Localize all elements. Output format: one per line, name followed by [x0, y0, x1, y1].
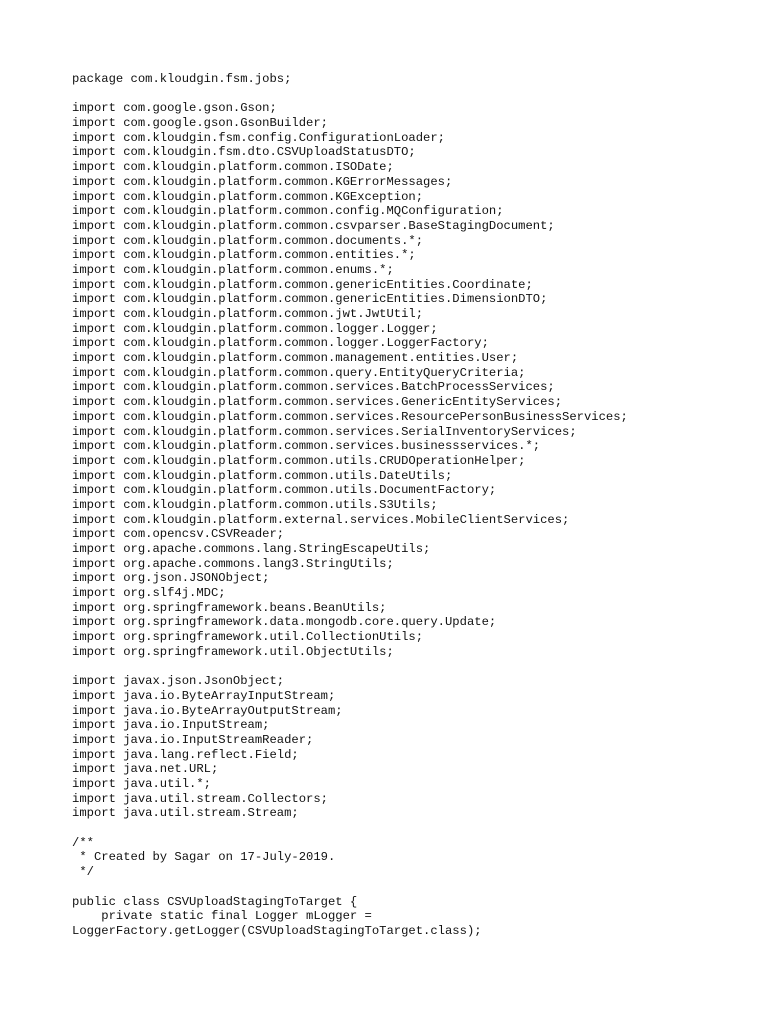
code-line: import com.kloudgin.platform.common.management.entities.User;: [72, 351, 519, 366]
code-line: import com.kloudgin.platform.common.KGException;: [72, 189, 424, 204]
code-line: import java.io.InputStreamReader;: [72, 732, 314, 747]
code-line: import com.google.gson.GsonBuilder;: [72, 116, 328, 131]
code-line: import com.google.gson.Gson;: [72, 101, 277, 116]
code-line: import com.kloudgin.platform.common.jwt.JwtUtil;: [72, 307, 424, 321]
code-line: import org.springframework.data.mongodb.core.query.Update;: [72, 615, 497, 630]
code-line: import com.kloudgin.fsm.config.ConfigurationLoader;: [72, 130, 445, 145]
code-line: import com.kloudgin.platform.common.services.SerialInventoryServices;: [72, 424, 577, 439]
code-line: import com.kloudgin.platform.common.KGErrorMessages;: [72, 174, 453, 189]
code-line: import java.io.ByteArrayInputStream;: [72, 688, 336, 703]
code-line: import java.util.stream.Collectors;: [72, 791, 328, 806]
code-line: import com.kloudgin.platform.common.enums.*;: [72, 262, 394, 277]
code-line: import com.kloudgin.platform.common.csvparser.BaseStagingDocument;: [72, 218, 555, 233]
code-line: package com.kloudgin.fsm.jobs;: [72, 72, 292, 86]
code-line: [72, 87, 752, 102]
code-line: import com.kloudgin.platform.common.services.GenericEntityServices;: [72, 395, 563, 410]
code-line: import com.kloudgin.platform.common.genericEntities.DimensionDTO;: [72, 292, 548, 307]
code-line: import com.kloudgin.platform.common.config.MQConfiguration;: [72, 204, 504, 219]
code-line: private static final Logger mLogger =: [72, 909, 372, 924]
code-line: [72, 821, 752, 836]
code-line: import com.kloudgin.platform.common.services.BatchProcessServices;: [72, 380, 555, 395]
code-line: import com.kloudgin.platform.common.utils.CRUDOperationHelper;: [72, 453, 526, 468]
code-line: import java.lang.reflect.Field;: [72, 747, 299, 762]
code-line: import org.json.JSONObject;: [72, 571, 270, 586]
code-line: LoggerFactory.getLogger(CSVUploadStagingToTarget.class);: [72, 923, 482, 938]
code-line: import org.springframework.beans.BeanUtils;: [72, 600, 387, 615]
code-line: /**: [72, 835, 94, 850]
code-line: import com.kloudgin.platform.common.utils.DocumentFactory;: [72, 483, 497, 498]
code-line: import org.springframework.util.CollectionUtils;: [72, 630, 424, 645]
code-line: import java.io.InputStream;: [72, 718, 270, 733]
code-line: import com.kloudgin.platform.common.documents.*;: [72, 233, 424, 248]
code-line: import com.kloudgin.platform.common.utils.S3Utils;: [72, 497, 438, 512]
code-line: import com.kloudgin.platform.common.query.EntityQueryCriteria;: [72, 365, 526, 380]
code-line: import com.opencsv.CSVReader;: [72, 527, 285, 542]
source-code-block: [72, 72, 752, 939]
code-line: import com.kloudgin.platform.common.services.ResourcePersonBusinessServices;: [72, 409, 628, 424]
code-line: import com.kloudgin.platform.common.utils.DateUtils;: [72, 468, 453, 483]
code-line: [72, 660, 752, 675]
code-line: import javax.json.JsonObject;: [72, 674, 285, 689]
code-line: import com.kloudgin.platform.common.genericEntities.Coordinate;: [72, 277, 533, 292]
code-line: import com.kloudgin.platform.common.entities.*;: [72, 248, 416, 263]
code-line: import com.kloudgin.platform.common.logger.LoggerFactory;: [72, 336, 489, 351]
code-line: import org.apache.commons.lang.StringEscapeUtils;: [72, 542, 431, 556]
code-line: import com.kloudgin.platform.common.ISODate;: [72, 160, 394, 175]
code-line: public class CSVUploadStagingToTarget {: [72, 894, 358, 909]
code-line: import com.kloudgin.platform.common.logger.Logger;: [72, 321, 438, 336]
code-line: import com.kloudgin.platform.common.services.businessservices.*;: [72, 439, 541, 454]
code-line: import com.kloudgin.fsm.dto.CSVUploadStatusDTO;: [72, 145, 416, 160]
code-line: import org.slf4j.MDC;: [72, 586, 226, 601]
code-line: [72, 880, 752, 895]
code-line: * Created by Sagar on 17-July-2019.: [72, 850, 336, 865]
code-line: import java.util.stream.Stream;: [72, 806, 299, 821]
code-line: import com.kloudgin.platform.external.services.MobileClientServices;: [72, 512, 570, 527]
code-line: import java.io.ByteArrayOutputStream;: [72, 703, 343, 718]
code-line: import java.net.URL;: [72, 762, 219, 777]
code-line: */: [72, 865, 94, 880]
code-line: import java.util.*;: [72, 777, 211, 791]
code-line: import org.apache.commons.lang3.StringUtils;: [72, 556, 394, 571]
code-line: import org.springframework.util.ObjectUtils;: [72, 644, 394, 659]
